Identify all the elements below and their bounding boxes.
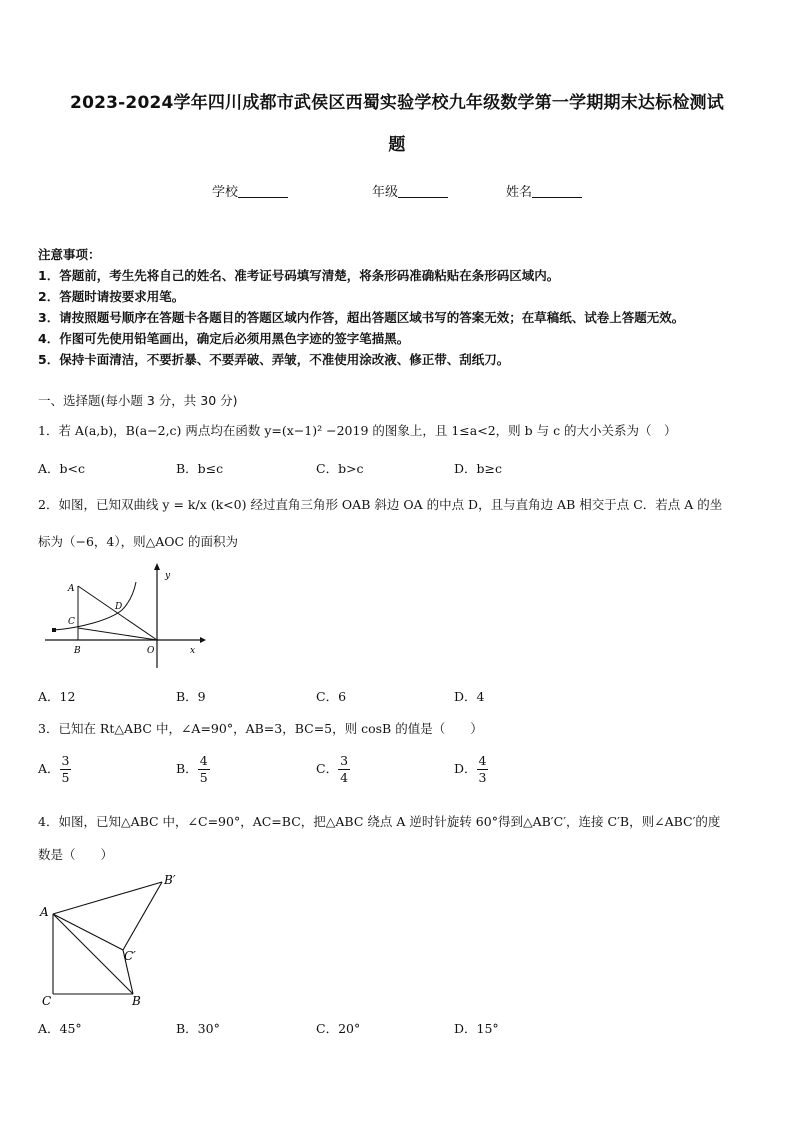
name-blank[interactable]	[532, 185, 582, 198]
q3-option-d[interactable]	[454, 755, 488, 784]
point-c-label: C	[68, 617, 75, 627]
y-axis-arrow	[154, 563, 160, 570]
x-axis-arrow	[200, 637, 206, 643]
y-axis-label: y	[165, 571, 171, 581]
x-axis-label: x	[190, 646, 196, 656]
hyperbola-curve	[54, 582, 136, 630]
rotated-triangle-figure	[36, 868, 186, 1008]
grade-blank[interactable]	[398, 185, 448, 198]
q4-option-a[interactable]: A．45°	[38, 1021, 82, 1036]
option-label: C．	[316, 761, 339, 776]
school-field[interactable]	[212, 181, 288, 200]
question-2-text-continued: 标为（−6，4），则△AOC 的面积为	[38, 534, 239, 549]
fraction: $\frac{4}{5}$	[199, 753, 208, 785]
option-label: A．	[38, 761, 60, 776]
q4-option-d[interactable]: D．15°	[454, 1021, 499, 1036]
question-4-text: 4．如图，已知△ABC 中，∠C=90°，AC=BC，把△ABC 绕点 A 逆时针旋转 60°得到△AB′C′，连接 C′B，则∠ABC′的度	[38, 814, 721, 829]
option-label: D．	[454, 761, 477, 776]
option-label: B．	[176, 761, 198, 776]
side-ac-prime	[53, 914, 123, 950]
name-field[interactable]	[506, 181, 582, 200]
point-b-prime-label: B′	[164, 873, 176, 887]
note-item: 5．保持卡面清洁，不要折暴、不要弄破、弄皱，不准使用涂改液、修正带、刮纸刀。	[38, 352, 510, 367]
q1-option-d[interactable]: D．b≥c	[454, 461, 502, 476]
q3-option-c[interactable]	[316, 755, 350, 784]
grade-label: 年级	[372, 185, 399, 200]
hyperbola-triangle-figure	[40, 560, 210, 670]
point-a-label: A	[68, 584, 75, 594]
question-3-text: 3．已知在 Rt△ABC 中，∠A=90°，AB=3，BC=5，则 cosB 的值是（ ）	[38, 721, 483, 736]
question-1-text: 1．若 A(a,b)，B(a−2,c) 两点均在函数 y=(x−1)² −2019 的图象上，且 1≤a<2，则 b 与 c 的大小关系为（ ）	[38, 423, 677, 438]
school-label: 学校	[212, 185, 239, 200]
side-ab	[53, 914, 133, 994]
page-title: 2023-2024学年四川成都市武侯区西蜀实验学校九年级数学第一学期期末达标检测试	[70, 93, 724, 113]
origin-label: O	[147, 646, 155, 656]
grade-field[interactable]	[372, 181, 448, 200]
point-c-label: C	[42, 994, 52, 1008]
point-b-label: B	[132, 994, 141, 1008]
name-label: 姓名	[506, 185, 533, 200]
curve-end-marker	[52, 628, 56, 632]
note-item: 4．作图可先使用铅笔画出，确定后必须用黑色字迹的签字笔描黑。	[38, 331, 410, 346]
notes-heading: 注意事项：	[38, 247, 101, 262]
question-2-text: 2．如图，已知双曲线 y = k/x (k<0) 经过直角三角形 OAB 斜边 OA 的中点 D，且与直角边 AB 相交于点 C．若点 A 的坐	[38, 497, 723, 512]
q1-option-c[interactable]: C．b>c	[316, 461, 364, 476]
q3-option-b[interactable]	[176, 755, 210, 784]
point-b-label: B	[74, 646, 81, 656]
q4-option-b[interactable]: B．30°	[176, 1021, 220, 1036]
q4-option-c[interactable]: C．20°	[316, 1021, 361, 1036]
q2-option-b[interactable]: B．9	[176, 689, 206, 704]
q1-option-a[interactable]: A．b<c	[38, 461, 86, 476]
page-title-continued: 题	[388, 135, 406, 155]
fraction: $\frac{4}{3}$	[478, 753, 487, 785]
point-c-prime-label: C′	[124, 949, 136, 963]
side-ab-prime	[53, 882, 162, 914]
note-item: 1．答题前，考生先将自己的姓名、准考证号码填写清楚，将条形码准确粘贴在条形码区域内。	[38, 268, 560, 283]
q3-option-a[interactable]	[38, 755, 71, 784]
q1-option-b[interactable]: B．b≤c	[176, 461, 224, 476]
note-item: 3．请按照题号顺序在答题卡各题目的答题区域内作答，超出答题区域书写的答案无效；在草稿纸、试卷上答题无效。	[38, 310, 685, 325]
q2-option-c[interactable]: C．6	[316, 689, 347, 704]
section-heading: 一、选择题(每小题 3 分，共 30 分)	[38, 393, 238, 408]
note-item: 2．答题时请按要求用笔。	[38, 289, 185, 304]
q2-option-a[interactable]: A．12	[38, 689, 76, 704]
q2-option-d[interactable]: D．4	[454, 689, 485, 704]
fraction: $\frac{3}{5}$	[61, 753, 70, 785]
school-blank[interactable]	[238, 185, 288, 198]
point-a-label: A	[40, 905, 49, 919]
point-d-label: D	[115, 602, 123, 612]
fraction: $\frac{3}{4}$	[340, 753, 349, 785]
segment-oc	[78, 628, 157, 640]
question-4-text-continued: 数是（ ）	[38, 847, 114, 862]
